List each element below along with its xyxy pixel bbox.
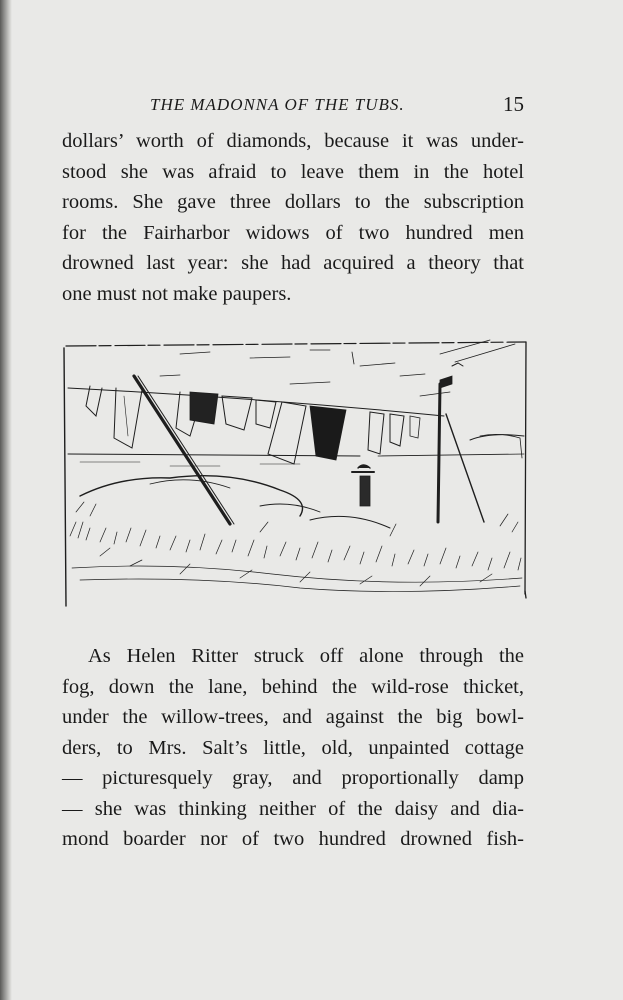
text-line: one must not make paupers.	[62, 282, 292, 305]
text-line: stood she was afraid to leave them in the hotel	[62, 160, 524, 183]
text-line: — picturesquely gray, and proportionally damp	[62, 767, 524, 789]
text-line: for the Fairharbor widows of two hundred men	[62, 221, 524, 244]
text-line: rooms. She gave three dollars to the subscription	[62, 191, 524, 213]
text-line: As Helen Ritter struck off alone through the	[88, 645, 524, 667]
text-line: under the willow-trees, and against the big bowl-	[62, 706, 524, 728]
text-line: — she was thinking neither of the daisy and dia-	[62, 797, 524, 820]
page-header	[62, 92, 524, 120]
text-line: drowned last year: she had acquired a theory that	[62, 252, 524, 274]
paragraph-1	[62, 126, 524, 309]
text-line: dollars’ worth of diamonds, because it was under-	[62, 130, 524, 152]
book-spine-shadow	[0, 0, 12, 1000]
clothesline-illustration	[60, 336, 530, 614]
text-line: ders, to Mrs. Salt’s little, old, unpainted cottage	[62, 736, 524, 759]
text-line: fog, down the lane, behind the wild-rose thicket,	[62, 675, 524, 698]
text-line: mond boarder nor of two hundred drowned fish-	[62, 828, 524, 850]
page-number: 15	[503, 92, 524, 116]
running-title: THE MADONNA OF THE TUBS.	[150, 95, 405, 114]
paragraph-2	[62, 641, 524, 855]
